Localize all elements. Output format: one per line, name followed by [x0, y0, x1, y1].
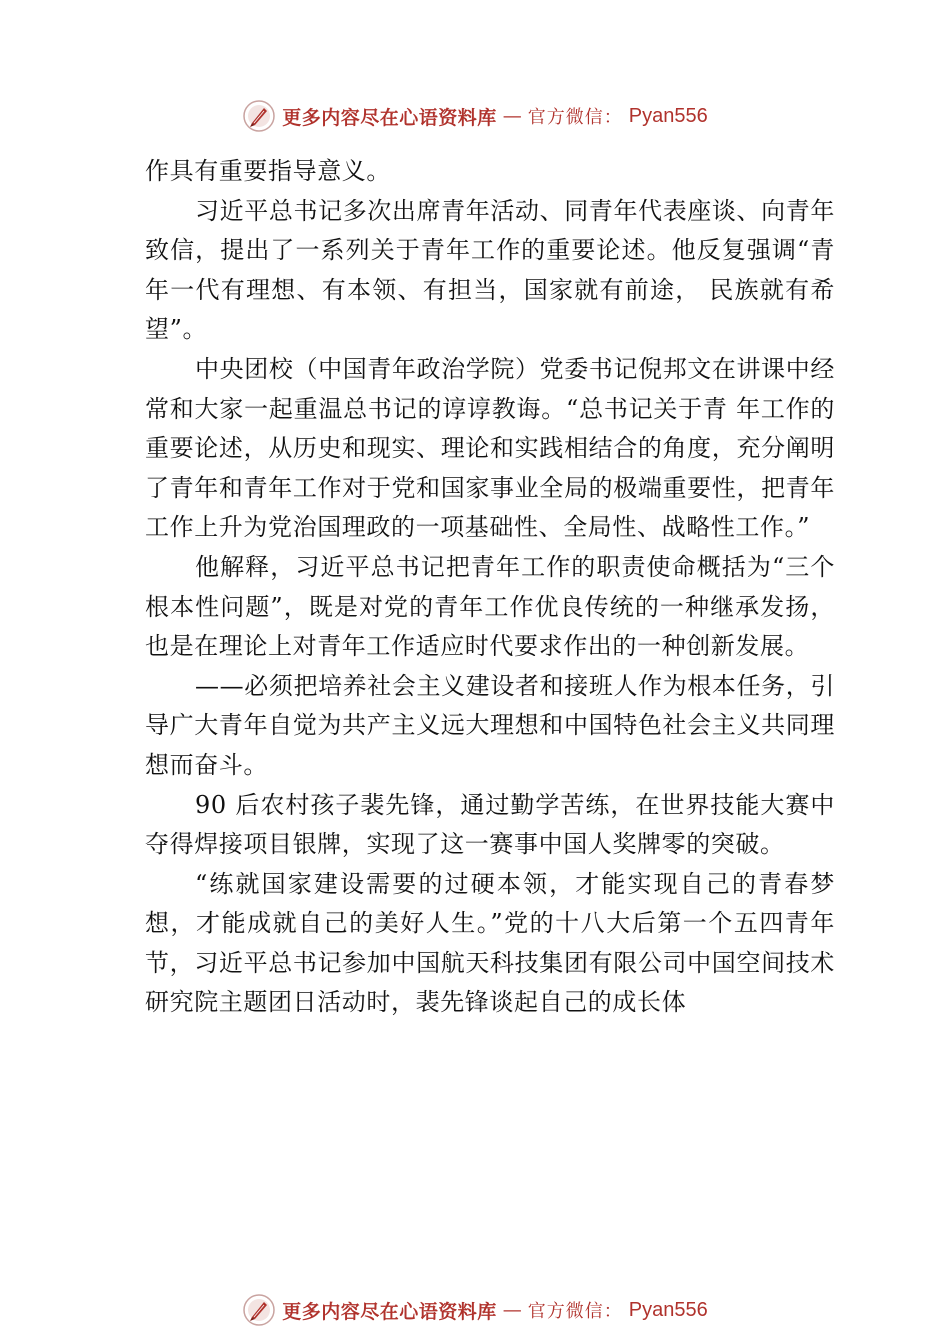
footer-banner [0, 1290, 950, 1330]
paragraph: 90 后农村孩子裴先锋，通过勤学苦练，在世界技能大赛中夺得焊接项目银牌，实现了这一赛事中国人奖牌零的突破。 [145, 790, 835, 859]
banner-separator: — [502, 1299, 522, 1321]
paragraph: “练就国家建设需要的过硬本领，才能实现自己的青春梦想，才能成就自己的美好人生。”党的十八大后第一个五四青年节，习近平总书记参加中国航天科技集团有限公司中国空间技术研究院主题团日活动时，裴先锋谈起自己的成长体 [145, 869, 835, 1017]
banner-separator: — [502, 105, 522, 127]
banner-wechat-id: Pyan556 [628, 1298, 708, 1321]
banner-brand-text: 更多内容尽在心语资料库 [282, 1300, 497, 1323]
pen-nib-logo-icon [242, 1293, 276, 1327]
pen-nib-logo-icon [242, 99, 276, 133]
banner-wechat-label: 官方微信： [527, 1301, 623, 1322]
banner-brand-text: 更多内容尽在心语资料库 [282, 106, 497, 129]
banner-wechat-label: 官方微信： [527, 107, 623, 128]
document-body [145, 152, 835, 1023]
banner-wechat-id: Pyan556 [628, 104, 708, 127]
paragraph: 中央团校（中国青年政治学院）党委书记倪邦文在讲课中经常和大家一起重温总书记的谆谆教诲。“总书记关于青 年工作的重要论述，从历史和现实、理论和实践相结合的角度，充分阐明了青年和青年工作对于党和国家事业全局的极端重要性，把青年工作上升为党治国理政的一项基础性、全局性、战略性工作。” [145, 354, 835, 542]
paragraph: 作具有重要指导意义。 [145, 157, 391, 185]
paragraph: ——必须把培养社会主义建设者和接班人作为根本任务，引导广大青年自觉为共产主义远大理想和中国特色社会主义共同理想而奋斗。 [145, 671, 835, 779]
paragraph: 习近平总书记多次出席青年活动、同青年代表座谈、向青年致信，提出了一系列关于青年工作的重要论述。他反复强调“青年一代有理想、有本领、有担当，国家就有前途， 民族就有希望”。 [145, 196, 835, 344]
header-banner [0, 96, 950, 136]
paragraph: 他解释，习近平总书记把青年工作的职责使命概括为“三个根本性问题”，既是对党的青年工作优良传统的一种继承发扬，也是在理论上对青年工作适应时代要求作出的一种创新发展。 [145, 552, 835, 661]
